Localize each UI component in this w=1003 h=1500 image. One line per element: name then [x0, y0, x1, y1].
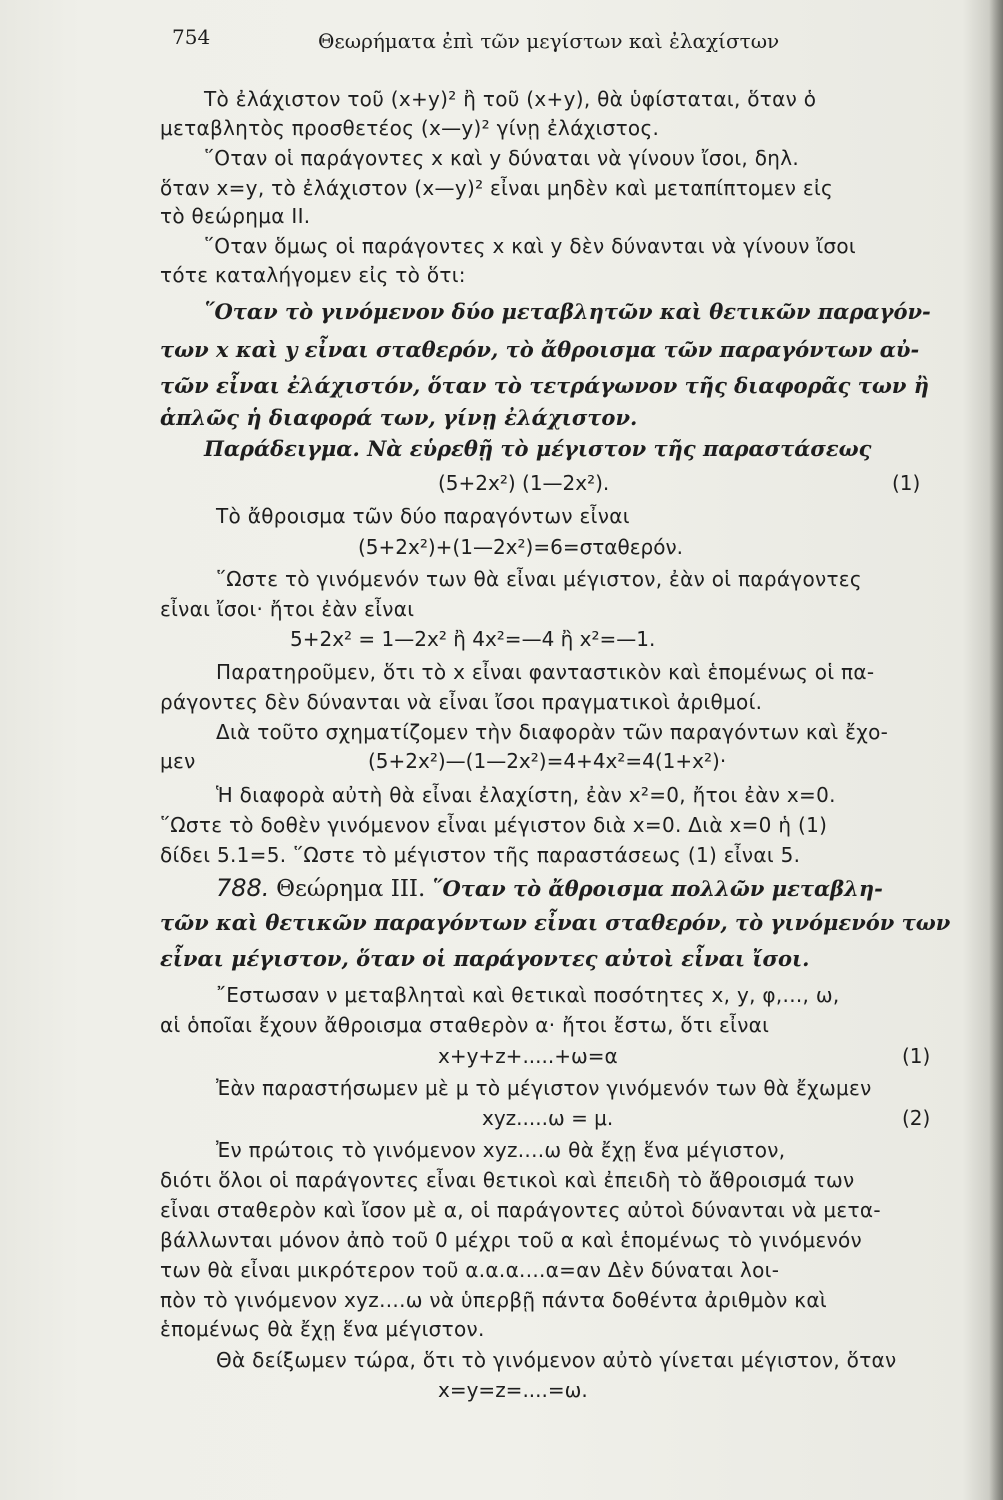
paragraph-line: βάλλωνται μόνον ἀπὸ τοῦ 0 μέχρι τοῦ α καὶ ἑπομένως τὸ γινόμενόν: [160, 1228, 862, 1252]
paragraph-line: τότε καταλήγομεν εἰς τὸ ὅτι:: [160, 263, 466, 287]
example-heading: Παράδειγμα. Νὰ εὑρεθῇ τὸ μέγιστον τῆς παραστάσεως: [204, 436, 872, 461]
paragraph-line: μεν: [160, 749, 196, 773]
section-number: 788.: [216, 874, 270, 902]
paragraph-line: Τὸ ἄθροισμα τῶν δύο παραγόντων εἶναι: [216, 504, 630, 528]
paragraph-line: ῞Οταν οἱ παράγοντες x καὶ y δύναται νὰ γίνουν ἴσοι, δηλ.: [204, 146, 800, 170]
paragraph-line: εἶναι ἴσοι· ἤτοι ἐὰν εἶναι: [160, 597, 415, 621]
theorem-statement-line: ῞Οταν τὸ ἄθροισμα πολλῶν μεταβλη-: [432, 876, 883, 901]
paragraph-line: των θὰ εἶναι μικρότερον τοῦ α.α.α....α=αν Δὲν δύναται λοι-: [160, 1258, 780, 1282]
paragraph-line: αἱ ὁποῖαι ἔχουν ἄθροισμα σταθερὸν α· ἤτοι ἔστω, ὅτι εἶναι: [160, 1013, 770, 1037]
equation: x+y+z+.....+ω=α: [438, 1044, 618, 1068]
theorem-statement-line: εἶναι μέγιστον, ὅταν οἱ παράγοντες αὐτοὶ εἶναι ἴσοι.: [160, 946, 810, 971]
paragraph-line: ῞Ωστε τὸ δοθὲν γινόμενον εἶναι μέγιστον διὰ x=0. Διὰ x=0 ἡ (1): [160, 813, 828, 837]
paragraph-line: διότι ὅλοι οἱ παράγοντες εἶναι θετικοὶ καὶ ἐπειδὴ τὸ ἄθροισμά των: [160, 1168, 855, 1192]
equation: xyz.....ω = μ.: [482, 1106, 614, 1130]
equation: x=y=z=....=ω.: [438, 1378, 588, 1402]
rule-statement-line: ἁπλῶς ἡ διαφορά των, γίνῃ ἐλάχιστον.: [160, 405, 638, 430]
paragraph-line: πὸν τὸ γινόμενον xyz....ω νὰ ὑπερβῇ πάντα δοθέντα ἀριθμὸν καὶ: [160, 1288, 827, 1312]
page-gutter-shadow: [989, 0, 1003, 1500]
running-title: Θεωρήματα ἐπὶ τῶν μεγίστων καὶ ἐλαχίστων: [318, 29, 780, 53]
equation-number: (2): [902, 1106, 931, 1130]
paragraph-line: Ἡ διαφορὰ αὐτὴ θὰ εἶναι ἐλαχίστη, ἐὰν x²=0, ἤτοι ἐὰν x=0.: [216, 783, 836, 807]
paragraph-line: Θὰ δείξωμεν τώρα, ὅτι τὸ γινόμενον αὐτὸ γίνεται μέγιστον, ὅταν: [216, 1348, 897, 1372]
section-heading: [216, 875, 883, 902]
paragraph-line: ράγοντες δὲν δύνανται νὰ εἶναι ἴσοι πραγματικοὶ ἀριθμοί.: [160, 690, 763, 714]
paragraph-line: μεταβλητὸς προσθετέος (x—y)² γίνῃ ἐλάχιστος.: [160, 116, 660, 140]
paragraph-line: Ἐν πρώτοις τὸ γινόμενον xyz....ω θὰ ἔχῃ ἕνα μέγιστον,: [216, 1138, 786, 1162]
equation-number: (1): [892, 471, 921, 495]
paragraph-line: ἑπομένως θὰ ἔχῃ ἕνα μέγιστον.: [160, 1317, 485, 1341]
page-number: 754: [172, 25, 211, 49]
rule-statement-line: τῶν εἶναι ἐλάχιστόν, ὅταν τὸ τετράγωνον τῆς διαφορᾶς των ἢ: [160, 373, 930, 398]
equation: (5+2x²)—(1—2x²)=4+4x²=4(1+x²)·: [368, 749, 727, 773]
paragraph-line: δίδει 5.1=5. ῞Ωστε τὸ μέγιστον τῆς παραστάσεως (1) εἶναι 5.: [160, 843, 801, 867]
paragraph-line: ῞Οταν ὅμως οἱ παράγοντες x καὶ y δὲν δύνανται νὰ γίνουν ἴσοι: [204, 234, 856, 258]
theorem-statement-line: τῶν καὶ θετικῶν παραγόντων εἶναι σταθερόν, τὸ γινόμενόν των: [160, 910, 951, 935]
paragraph-line: Τὸ ἐλάχιστον τοῦ (x+y)² ἢ τοῦ (x+y), θὰ ὑφίσταται, ὅταν ὁ: [204, 87, 817, 111]
paragraph-line: τὸ θεώρημα II.: [160, 204, 311, 228]
paragraph-line: εἶναι σταθερὸν καὶ ἴσον μὲ α, οἱ παράγοντες αὐτοὶ δύνανται νὰ μετα-: [160, 1198, 881, 1222]
section-title: Θεώρημα III.: [276, 876, 426, 902]
paragraph-line: ῞Ωστε τὸ γινόμενόν των θὰ εἶναι μέγιστον, ἐὰν οἱ παράγοντες: [216, 567, 862, 591]
paragraph-line: ῎Εστωσαν ν μεταβληταὶ καὶ θετικαὶ ποσότητες x, y, φ,..., ω,: [216, 983, 840, 1007]
paragraph-line: Διὰ τοῦτο σχηματίζομεν τὴν διαφορὰν τῶν παραγόντων καὶ ἔχο-: [216, 720, 889, 744]
paragraph-line: Ἐὰν παραστήσωμεν μὲ μ τὸ μέγιστον γινόμενόν των θὰ ἔχωμεν: [216, 1076, 872, 1100]
rule-statement-line: ῞Οταν τὸ γινόμενον δύο μεταβλητῶν καὶ θετικῶν παραγόν-: [204, 299, 931, 324]
rule-statement-line: των x καὶ y εἶναι σταθερόν, τὸ ἄθροισμα τῶν παραγόντων αὐ-: [160, 337, 920, 362]
paragraph-line: ὅταν x=y, τὸ ἐλάχιστον (x—y)² εἶναι μηδὲν καὶ μεταπίπτομεν εἰς: [160, 176, 834, 200]
equation: (5+2x²)+(1—2x²)=6=σταθερόν.: [358, 535, 683, 559]
equation: (5+2x²) (1—2x²).: [438, 471, 610, 495]
paragraph-line: Παρατηροῦμεν, ὅτι τὸ x εἶναι φανταστικὸν καὶ ἑπομένως οἱ πα-: [216, 660, 875, 684]
equation: 5+2x² = 1—2x² ἢ 4x²=—4 ἢ x²=—1.: [290, 627, 656, 651]
equation-number: (1): [902, 1044, 931, 1068]
